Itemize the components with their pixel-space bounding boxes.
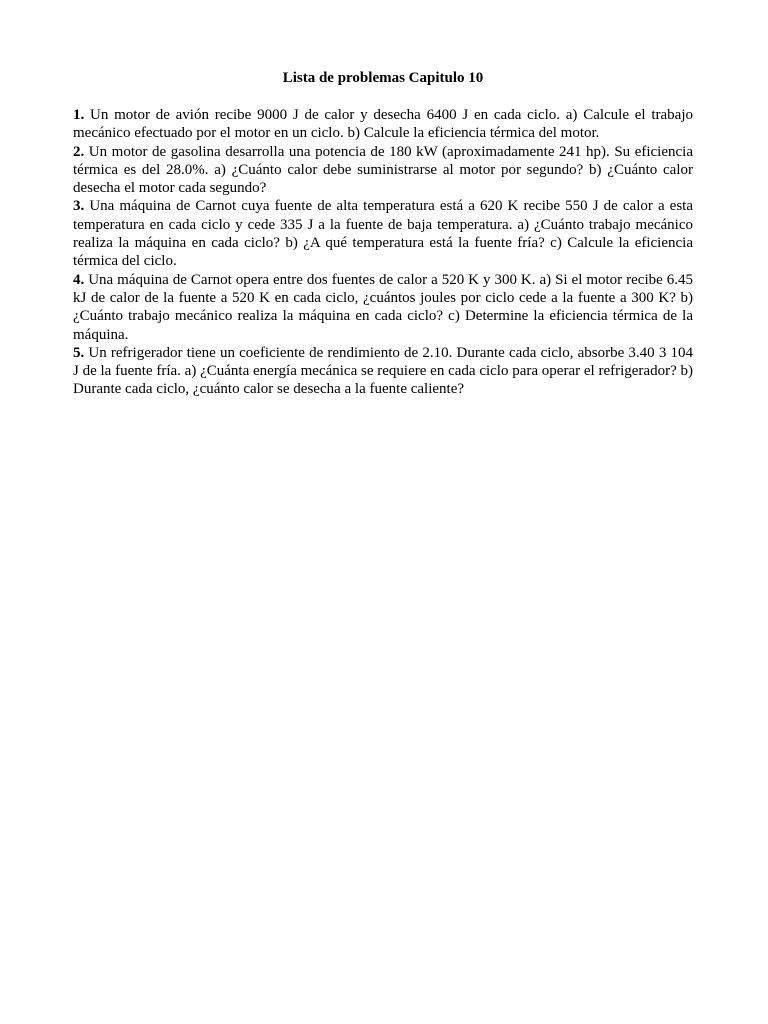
problem-5-number: 5. bbox=[73, 344, 85, 361]
problem-1-text: Un motor de avión recibe 9000 J de calor y desecha 6400 J en cada ciclo. a) Calcule el trabajo mecánico efectuado por el motor en un ciclo. b) Calcule la eficiencia térmica del motor. bbox=[73, 107, 693, 142]
problem-2-number: 2. bbox=[73, 143, 85, 160]
document-page bbox=[73, 68, 693, 399]
problem-4-text: Una máquina de Carnot opera entre dos fuentes de calor a 520 K y 300 K. a) Si el motor recibe 6.45 kJ de calor de la fuente a 520 K en cada ciclo, ¿cuántos joules por ciclo cede a la fuente a 300 K? b) ¿Cuánto trabajo mecánico realiza la máquina en cada ciclo? c) Determine la eficiencia térmica de la máquina. bbox=[73, 271, 693, 343]
problem-4 bbox=[73, 271, 693, 344]
problem-3-text: Una máquina de Carnot cuya fuente de alta temperatura está a 620 K recibe 550 J de calor a esta temperatura en cada ciclo y cede 335 J a la fuente de baja temperatura. a) ¿Cuánto trabajo mecánico realiza la máquina en cada ciclo? b) ¿A qué temperatura está la fuente fría? c) Calcule la eficiencia térmica del ciclo. bbox=[73, 198, 693, 270]
problem-5 bbox=[73, 344, 693, 399]
problem-3 bbox=[73, 197, 693, 270]
problem-2-text: Un motor de gasolina desarrolla una potencia de 180 kW (aproximadamente 241 hp). Su eficiencia térmica es del 28.0%. a) ¿Cuánto calor debe suministrarse al motor por segundo? b) ¿Cuánto calor desecha el motor cada segundo? bbox=[73, 143, 693, 197]
problem-3-number: 3. bbox=[73, 198, 85, 215]
problem-4-number: 4. bbox=[73, 271, 85, 288]
problem-1 bbox=[73, 106, 693, 143]
problem-2 bbox=[73, 143, 693, 198]
problem-5-text: Un refrigerador tiene un coeficiente de rendimiento de 2.10. Durante cada ciclo, absorbe 3.40 3 104 J de la fuente fría. a) ¿Cuánta energía mecánica se requiere en cada ciclo para operar el refrigerador? b) Durante cada ciclo, ¿cuánto calor se desecha a la fuente caliente? bbox=[73, 344, 693, 398]
document-title: Lista de problemas Capitulo 10 bbox=[282, 70, 484, 86]
problem-1-number: 1. bbox=[73, 107, 85, 123]
